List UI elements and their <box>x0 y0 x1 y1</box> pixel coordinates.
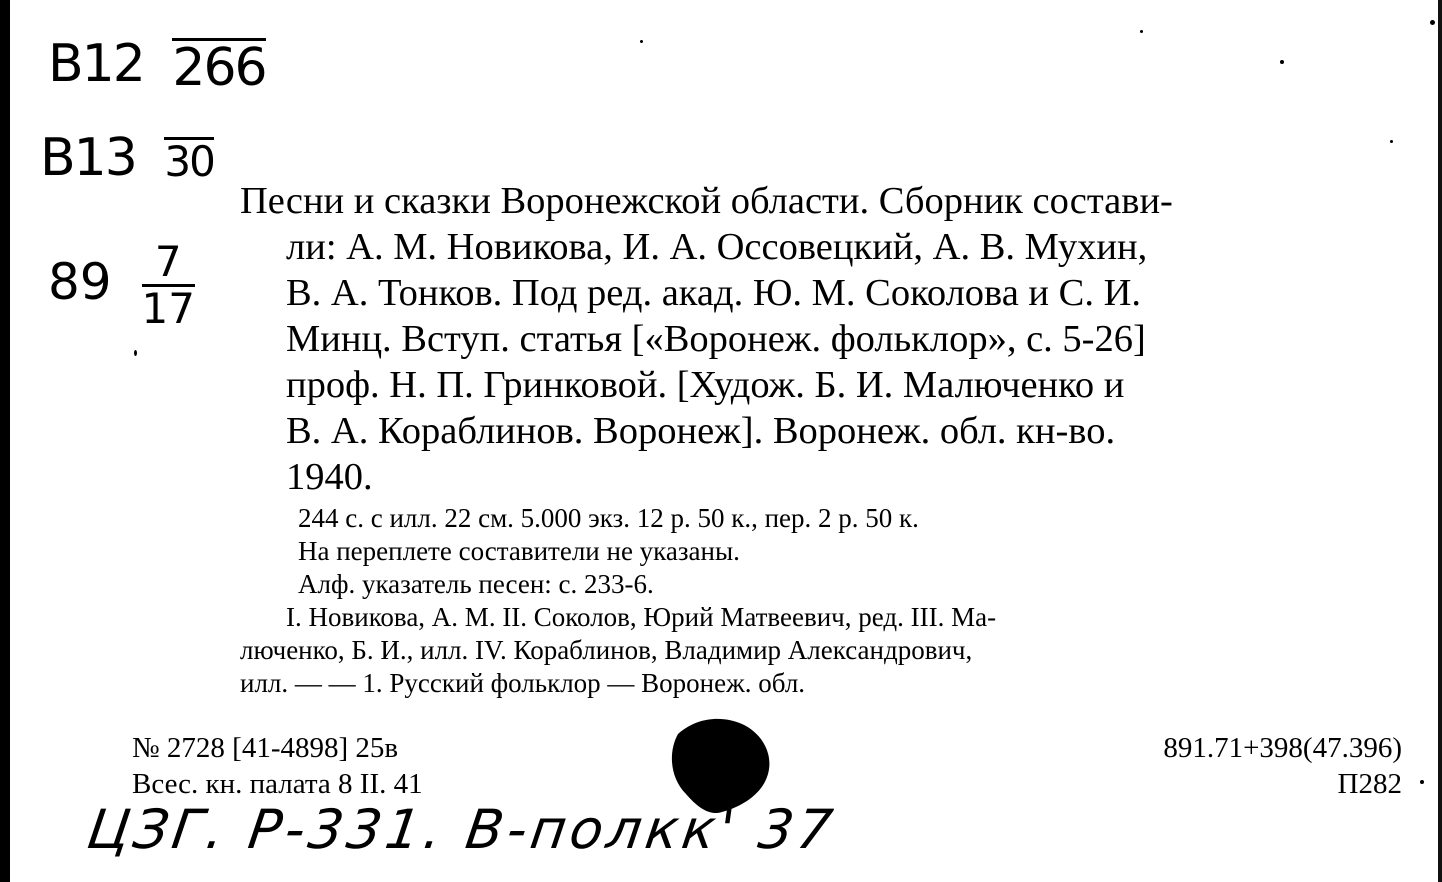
note-line: На переплете составители не указаны. <box>298 536 740 566</box>
handwritten-note: ЦЗГ. Р-331. В-полкк' 37 <box>83 798 841 861</box>
shelfmark-1-fraction <box>172 38 266 99</box>
collation-line: 244 с. с илл. 22 см. 5.000 экз. 12 р. 50 к., пер. 2 р. 50 к. <box>298 503 919 533</box>
description-line: В. А. Тонков. Под ред. акад. Ю. М. Соколова и С. И. <box>286 272 1142 314</box>
speck <box>1430 20 1435 25</box>
shelfmark-3-denominator: 17 <box>141 284 195 334</box>
speck <box>134 350 137 356</box>
card-right-edge <box>1438 0 1442 882</box>
card-left-edge <box>0 0 10 882</box>
speck <box>640 40 643 43</box>
shelfmark-3-fraction <box>141 237 195 334</box>
speck <box>1140 30 1143 33</box>
shelfmark-1-denominator: 266 <box>172 38 266 99</box>
registration-number: № 2728 [41-4898] 25в <box>132 732 399 764</box>
shelfmark-3 <box>48 237 195 334</box>
description-line: проф. Н. П. Гринковой. [Худож. Б. И. Малюченко и <box>286 364 1125 406</box>
classification-info <box>1163 730 1402 802</box>
speck <box>1420 780 1424 784</box>
speck <box>1390 140 1393 143</box>
note-line: Алф. указатель песен: с. 233-6. <box>298 569 654 599</box>
tracings-line: люченко, Б. И., илл. IV. Кораблинов, Владимир Александрович, <box>240 635 973 665</box>
description-line: 1940. <box>286 456 373 498</box>
speck <box>1280 60 1284 64</box>
author-mark: П282 <box>1337 768 1402 800</box>
tracings-line: I. Новикова, А. М. II. Соколов, Юрий Матвеевич, ред. III. Ма- <box>286 602 997 632</box>
description-line: В. А. Кораблинов. Воронеж]. Воронеж. обл. кн-во. <box>286 410 1116 452</box>
shelfmark-3-numerator: 7 <box>142 240 195 287</box>
shelfmark-3-prefix: 89 <box>48 253 112 312</box>
collation-notes <box>240 502 1410 700</box>
description-line: ли: А. М. Новикова, И. А. Оссовецкий, А. В. Мухин, <box>286 226 1148 268</box>
bibliographic-description <box>240 178 1410 500</box>
tracings-line: илл. — — 1. Русский фольклор — Воронеж. обл. <box>240 668 806 698</box>
shelfmark-1-prefix: B12 <box>48 34 144 94</box>
shelfmark-2 <box>40 128 214 188</box>
shelfmark-2-fraction <box>164 137 214 187</box>
description-line: Песни и сказки Воронежской области. Сборник состави- <box>240 180 1173 222</box>
shelfmark-2-prefix: B13 <box>40 128 136 188</box>
classification-code: 891.71+398(47.396) <box>1163 732 1402 764</box>
chamber-date: Всес. кн. палата 8 II. 41 <box>132 768 423 800</box>
description-line: Минц. Вступ. статья [«Воронеж. фольклор», с. 5-26] <box>286 318 1146 360</box>
shelfmark-2-denominator: 30 <box>164 137 214 187</box>
registration-info <box>132 730 423 802</box>
shelfmark-1 <box>48 34 266 99</box>
